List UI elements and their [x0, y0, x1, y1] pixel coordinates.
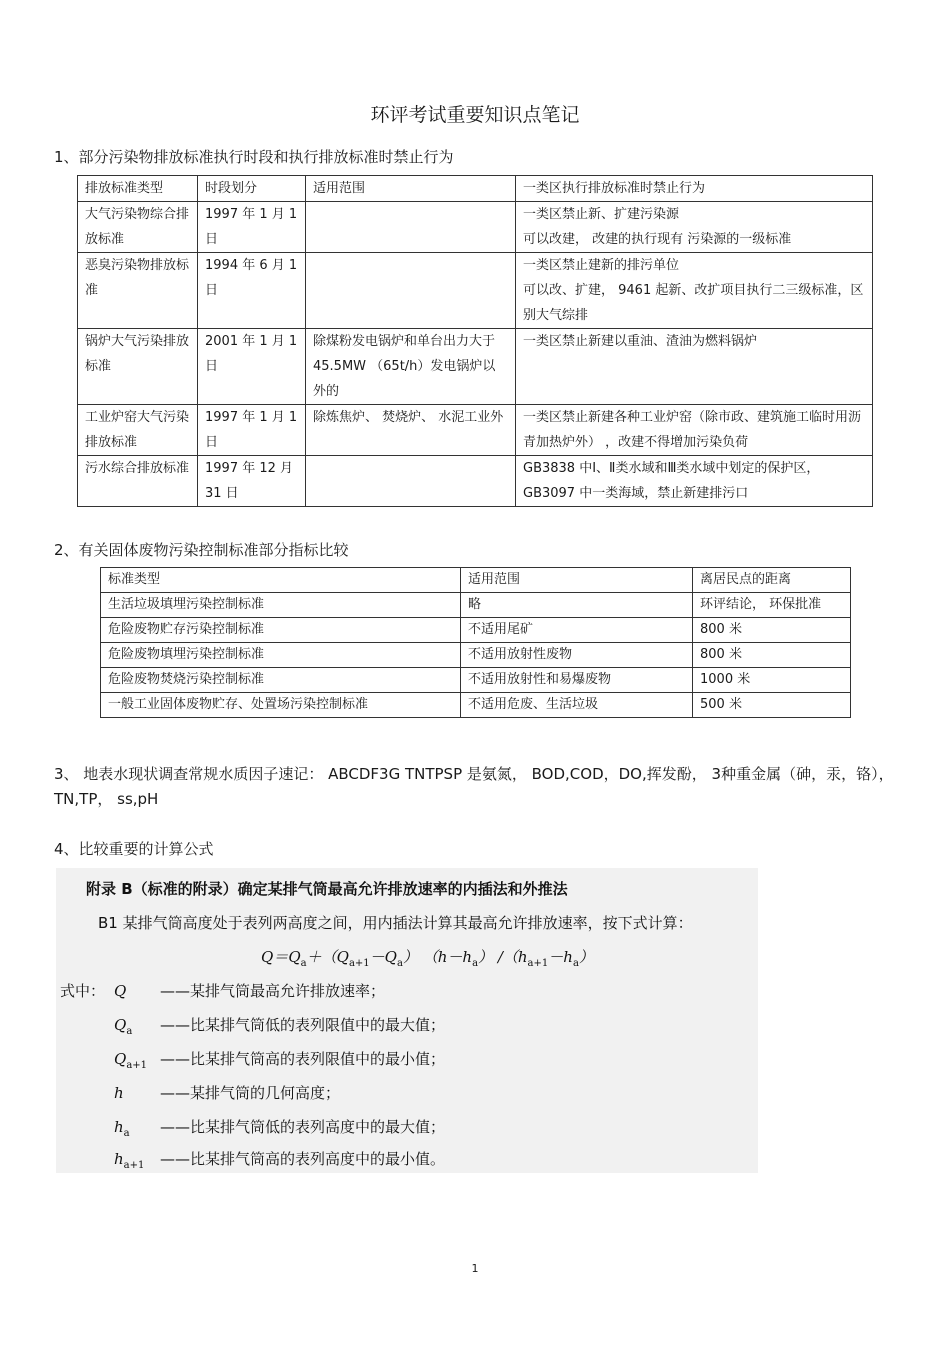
table-header-row [101, 568, 851, 593]
table-row [101, 668, 851, 693]
table-row [78, 329, 873, 405]
table-cell: 1994 年 6 月 1日 [198, 253, 306, 329]
symbol: h [114, 1084, 124, 1102]
table-row [78, 405, 873, 456]
table-row [78, 202, 873, 253]
table-cell: 生活垃圾填埋污染控制标准 [101, 593, 461, 618]
section1-heading: 1、部分污染物排放标准执行时段和执行排放标准时禁止行为 [54, 148, 454, 166]
figure-title: 附录 B（标准的附录）确定某排气筒最高允许排放速率的内插法和外推法 [86, 880, 568, 898]
header-cell: 排放标准类型 [78, 176, 198, 202]
formula-figure [56, 868, 758, 1173]
definition-text: ——比某排气筒高的表列高度中的最小值。 [160, 1150, 446, 1168]
table-row [78, 456, 873, 507]
table-cell: 大气污染物综合排放标准 [78, 202, 198, 253]
definition-text: ——某排气筒的几何高度； [160, 1084, 341, 1102]
section2-heading: 2、有关固体废物污染控制标准部分指标比较 [54, 541, 349, 559]
def-row [114, 1014, 445, 1037]
section3-text: 3、 地表水现状调查常规水质因子速记： ABCDF3G TNTPSP 是氨氮， BOD,COD，DO,挥发酚， 3种重金属（砷，汞，铬）， TN,TP， ss,pH [54, 765, 894, 808]
definition-text: ——比某排气筒高的表列限值中的最小值； [160, 1050, 446, 1068]
symbol: Q [114, 982, 127, 1000]
table-cell: 略 [461, 593, 693, 618]
table-cell: 500 米 [693, 693, 851, 718]
table-cell: 1997 年 1 月 1日 [198, 202, 306, 253]
table-cell: 一类区禁止建新的排污单位 可以改、扩建， 9461 起新、改扩项目执行二三级标准，区别大气综排 [516, 253, 873, 329]
emission-standards-table [77, 175, 873, 507]
definition-text: ——某排气筒最高允许排放速率； [160, 982, 386, 1000]
where-label: 式中： [60, 982, 106, 1000]
def-row [114, 1082, 340, 1103]
table-cell: 1997 年 12 月 31 日 [198, 456, 306, 507]
table-row [101, 643, 851, 668]
table-cell: 除炼焦炉、 焚烧炉、 水泥工业外 [306, 405, 516, 456]
table-cell: 污水综合排放标准 [78, 456, 198, 507]
symbol: $h_{a+1}$ [114, 1150, 145, 1171]
page-title: 环评考试重要知识点笔记 [370, 104, 580, 126]
table-header-row [78, 176, 873, 202]
table-cell: 800 米 [693, 618, 851, 643]
solid-waste-standards-table [100, 567, 851, 718]
table-cell: 危险废物填埋污染控制标准 [101, 643, 461, 668]
table-cell: 2001 年 1 月 1日 [198, 329, 306, 405]
table-row [101, 618, 851, 643]
figure-b1-text: B1 某排气筒高度处于表列两高度之间，用内插法计算其最高允许排放速率，按下式计算： [98, 914, 693, 932]
definition-text: ——比某排气筒低的表列限值中的最大值； [160, 1016, 446, 1034]
table-cell: 一般工业固体废物贮存、处置场污染控制标准 [101, 693, 461, 718]
header-cell: 一类区执行排放标准时禁止行为 [516, 176, 873, 202]
symbol: $h_a$ [114, 1118, 130, 1139]
table-cell: 一类区禁止新建以重油、渣油为燃料锅炉 [516, 329, 873, 405]
symbol: $Q_{a+1}$ [114, 1050, 148, 1071]
table-row [101, 593, 851, 618]
table-cell: 环评结论， 环保批准 [693, 593, 851, 618]
table-cell: 危险废物焚烧污染控制标准 [101, 668, 461, 693]
header-cell: 标准类型 [101, 568, 461, 593]
table-cell [306, 456, 516, 507]
def-row [114, 1116, 445, 1139]
table-cell: 除煤粉发电锅炉和单台出力大于 45.5MW （65t/h）发电锅炉以外的 [306, 329, 516, 405]
table-cell: 不适用尾矿 [461, 618, 693, 643]
header-cell: 离居民点的距离 [693, 568, 851, 593]
table-cell: 恶臭污染物排放标准 [78, 253, 198, 329]
symbol: $Q_a$ [114, 1016, 133, 1037]
table-cell: 800 米 [693, 643, 851, 668]
def-row [114, 1148, 445, 1171]
table-cell: 不适用放射性废物 [461, 643, 693, 668]
interpolation-formula: $Q=Q_a+(Q_{a+1}-Q_a)$ $(h-h_a)$ $/(h_{a+1}-h_a)$ [261, 948, 594, 969]
table-row [101, 693, 851, 718]
header-cell: 时段划分 [198, 176, 306, 202]
header-cell: 适用范围 [306, 176, 516, 202]
table-cell: 1000 米 [693, 668, 851, 693]
table-cell [306, 253, 516, 329]
table-cell: 危险废物贮存污染控制标准 [101, 618, 461, 643]
table-cell: 锅炉大气污染排放标准 [78, 329, 198, 405]
header-cell: 适用范围 [461, 568, 693, 593]
table-cell: 不适用危废、生活垃圾 [461, 693, 693, 718]
def-row [114, 980, 385, 1001]
table-cell: 工业炉窑大气污染排放标准 [78, 405, 198, 456]
table-cell: GB3838 中Ⅰ、Ⅱ类水域和Ⅲ类水域中划定的保护区， GB3097 中一类海域，禁止新建排污口 [516, 456, 873, 507]
table-cell: 1997 年 1 月 1日 [198, 405, 306, 456]
table-cell: 不适用放射性和易爆废物 [461, 668, 693, 693]
table-cell: 一类区禁止新建各种工业炉窑（除市政、建筑施工临时用沥青加热炉外） ，改建不得增加污染负荷 [516, 405, 873, 456]
page-number: 1 [471, 1262, 479, 1275]
table-cell: 一类区禁止新、扩建污染源 可以改建， 改建的执行现有 污染源的一级标准 [516, 202, 873, 253]
table-cell [306, 202, 516, 253]
definition-text: ——比某排气筒低的表列高度中的最大值； [160, 1118, 446, 1136]
table-row [78, 253, 873, 329]
def-row [114, 1048, 445, 1071]
section4-heading: 4、比较重要的计算公式 [54, 840, 214, 858]
